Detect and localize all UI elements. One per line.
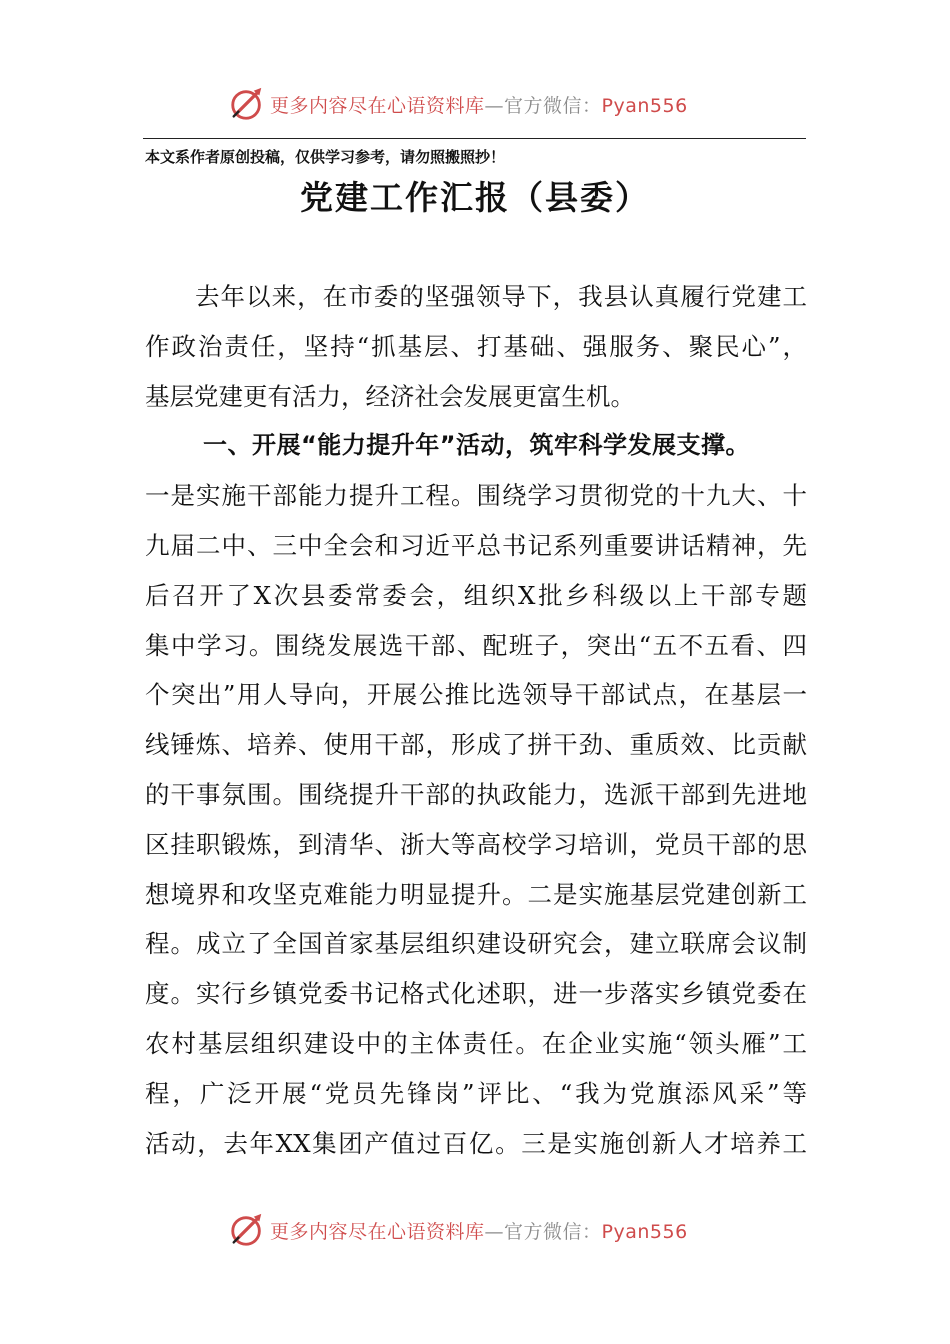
body-line: 个突出”用人导向，开展公推比选领导干部试点，在基层一 [145,680,807,710]
document-body [145,272,807,1168]
pen-logo-icon [228,1211,266,1249]
pen-logo-icon [228,85,266,123]
section-heading: 一、开展“能力提升年”活动，筑牢科学发展支撑。 [203,431,751,460]
body-line: 集中学习。围绕发展选干部、配班子，突出“五不五看、四 [145,630,807,660]
header-watermark [228,84,688,124]
body-line: 活动，去年XX集团产值过百亿。三是实施创新人才培养工 [145,1128,807,1158]
footer-watermark [228,1210,688,1250]
body-line: 度。实行乡镇党委书记格式化述职，进一步落实乡镇党委在 [145,979,807,1009]
header-divider [143,138,806,139]
body-line: 程。成立了全国首家基层组织建设研究会，建立联席会议制 [145,929,807,959]
body-line: 的干事氛围。围绕提升干部的执政能力，选派干部到先进地 [145,779,807,809]
body-line: 线锤炼、培养、使用干部，形成了拼干劲、重质效、比贡献 [145,730,807,760]
body-line: 农村基层组织建设中的主体责任。在企业实施“领头雁”工 [145,1028,807,1058]
body-line: 程，广泛开展“党员先锋岗”评比、“我为党旗添风采”等 [145,1078,807,1108]
copyright-notice: 本文系作者原创投稿，仅供学习参考，请勿照搬照抄！ [145,148,506,166]
body-line: 作政治责任，坚持“抓基层、打基础、强服务、聚民心”， [145,331,807,361]
body-line: 一是实施干部能力提升工程。围绕学习贯彻党的十九大、十 [145,481,807,511]
body-line: 后召开了X次县委常委会，组织X批乡科级以上干部专题 [145,580,807,610]
body-line: 九届二中、三中全会和习近平总书记系列重要讲话精神，先 [145,530,807,560]
body-line: 想境界和攻坚克难能力明显提升。二是实施基层党建创新工 [145,879,807,909]
body-line: 基层党建更有活力，经济社会发展更富生机。 [145,381,635,411]
watermark-text: 更多内容尽在心语资料库—官方微信：Pyan556 [270,1220,688,1243]
body-line: 去年以来，在市委的坚强领导下，我县认真履行党建工 [195,282,807,311]
watermark-text: 更多内容尽在心语资料库—官方微信：Pyan556 [270,94,688,117]
page-title: 党建工作汇报（县委） [300,178,650,217]
body-line: 区挂职锻炼，到清华、浙大等高校学习培训，党员干部的思 [145,829,807,859]
